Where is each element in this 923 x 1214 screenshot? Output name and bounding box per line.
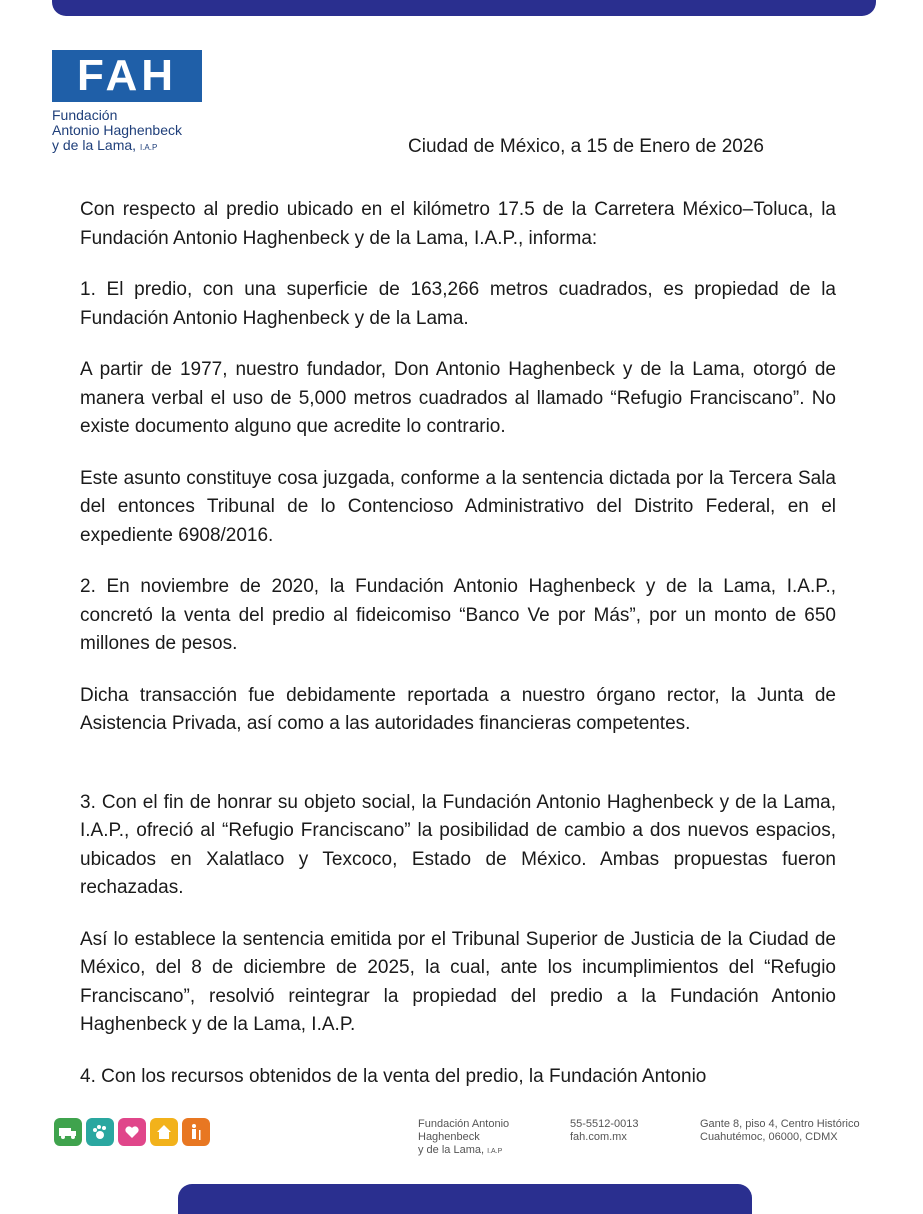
house-icon (150, 1118, 178, 1146)
ambulance-icon (54, 1118, 82, 1146)
paragraph-7: Así lo establece la sentencia emitida por el Tribunal Superior de Justicia de la Ciudad de México, del 8 de diciembre de 2025, la cual, ante los incumplimientos del “Refugio Franciscano”, resolvió reintegrar la propiedad del predio a la Fundación Antonio Haghenbeck y de la Lama, I.A.P. (80, 928, 836, 1035)
footer-website-link[interactable]: fah.com.mx (570, 1131, 627, 1143)
footer-organization (418, 1118, 509, 1158)
footer-address (700, 1118, 860, 1144)
letter-body (80, 196, 836, 1114)
logo-name-suffix: I.A.P (139, 143, 158, 152)
paragraph-3: Este asunto constituye cosa juzgada, conforme a la sentencia dictada por la Tercera Sala del entonces Tribunal de lo Contencioso Administrativo del Distrito Federal, en el expediente 6908/2016. (80, 467, 836, 546)
paragraph-6: 3. Con el fin de honrar su objeto social, la Fundación Antonio Haghenbeck y de la Lama, I.A.P., ofreció al “Refugio Franciscano” la posibilidad de cambio a dos nuevos espacios, ubicados en Xalatlaco y Texcoco, Estado de México. Ambas propuestas fueron rechazadas. (80, 791, 836, 898)
footer-address-line-2: Cuahutémoc, 06000, CDMX (700, 1131, 838, 1143)
logo-name-line-3: y de la Lama, (52, 137, 137, 153)
paragraph-8: 4. Con los recursos obtenidos de la venta del predio, la Fundación Antonio (80, 1065, 707, 1087)
logo-name-line-2: Antonio Haghenbeck (52, 122, 182, 138)
paragraph-intro: Con respecto al predio ubicado en el kilómetro 17.5 de la Carretera México–Toluca, la Fundación Antonio Haghenbeck y de la Lama, I.A.P., informa: (80, 199, 836, 249)
paragraph-5: Dicha transacción fue debidamente reportada a nuestro órgano rector, la Junta de Asistencia Privada, así como a las autoridades financieras competentes. (80, 684, 836, 734)
logo-name (52, 108, 232, 155)
bottom-decorative-bar (178, 1184, 752, 1214)
footer-phone: 55-5512-0013 (570, 1118, 639, 1130)
date-line: Ciudad de México, a 15 de Enero de 2026 (408, 136, 764, 157)
footer-icons (54, 1118, 210, 1146)
heart-hands-icon (118, 1118, 146, 1146)
paw-icon (86, 1118, 114, 1146)
paragraph-1: 1. El predio, con una superficie de 163,266 metros cuadrados, es propiedad de la Fundación Antonio Haghenbeck y de la Lama. (80, 279, 836, 329)
footer-contact (570, 1118, 639, 1144)
elderly-person-icon (182, 1118, 210, 1146)
paragraph-2: A partir de 1977, nuestro fundador, Don Antonio Haghenbeck y de la Lama, otorgó de manera verbal el uso de 5,000 metros cuadrados al llamado “Refugio Franciscano”. No existe documento alguno que acredite lo contrario. (80, 359, 836, 437)
footer-address-line-1: Gante 8, piso 4, Centro Histórico (700, 1118, 860, 1130)
fah-logo (52, 50, 232, 155)
footer-org-line-1: Fundación Antonio (418, 1118, 510, 1130)
logo-name-line-1: Fundación (52, 107, 118, 123)
logo-letters: FAH (77, 51, 177, 100)
logo-box (52, 50, 202, 102)
top-decorative-bar (52, 0, 876, 16)
footer-org-line-3: y de la Lama, (418, 1144, 485, 1156)
footer-org-line-2: Haghenbeck (418, 1131, 480, 1143)
footer-org-suffix: I.A.P (487, 1148, 503, 1155)
paragraph-4: 2. En noviembre de 2020, la Fundación Antonio Haghenbeck y de la Lama, I.A.P., concretó la venta del predio al fideicomiso “Banco Ve por Más”, por un monto de 650 millones de pesos. (80, 576, 836, 654)
